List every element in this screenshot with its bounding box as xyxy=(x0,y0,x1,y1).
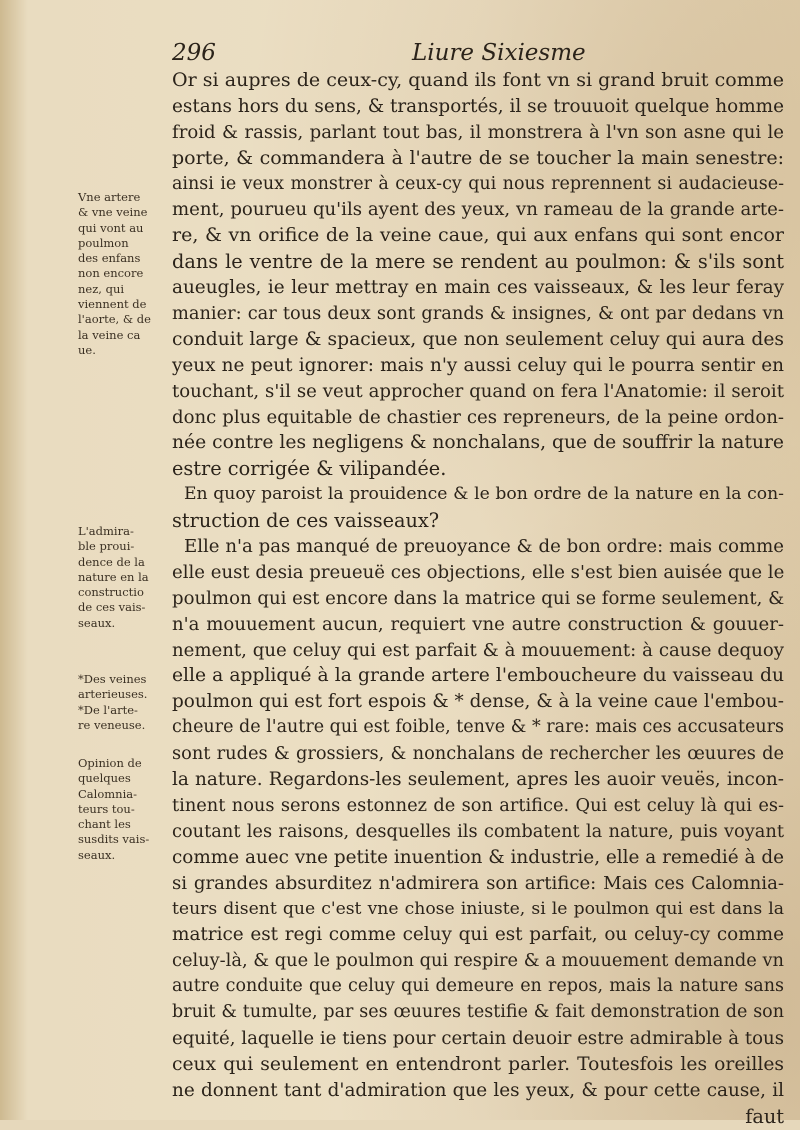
text-line: tinent nous serons estonnez de son artifice. Qui est celuy là qui es- xyxy=(172,794,784,816)
text-line: estre corrigée & vilipandée. xyxy=(172,457,447,481)
text-line: celuy-là, & que le poulmon qui respire & a mouuement demande vn xyxy=(172,950,784,972)
text-line: ne donnent tant d'admiration que les yeux, & pour cette cause, il xyxy=(172,1079,784,1101)
text-line: sont rudes & grossiers, & nonchalans de rechercher les œuures de xyxy=(172,743,784,765)
text-line: nement, que celuy qui est parfait & à mouuement: à cause dequoy xyxy=(172,639,784,661)
margin-note-line: viennent de xyxy=(78,297,147,312)
margin-note-line: quelques xyxy=(78,771,131,786)
margin-note-line: re veneuse. xyxy=(78,717,146,732)
text-line: froid & rassis, parlant tout bas, il monstrera à l'vn son asne qui le xyxy=(172,121,784,143)
margin-note-artere-veine xyxy=(78,190,166,358)
text-line: re, & vn orifice de la veine caue, qui aux enfans qui sont encor xyxy=(172,224,784,247)
margin-note-line: susdits vais- xyxy=(78,832,150,847)
text-line: poulmon qui est encore dans la matrice qui se forme seulement, & xyxy=(172,587,785,609)
margin-note-line: & vne veine xyxy=(78,205,148,220)
main-text-block xyxy=(172,68,784,1130)
margin-note-line: *Des veines xyxy=(78,672,147,686)
margin-note-line: Calomnia- xyxy=(78,786,137,801)
margin-note-line: de ces vais- xyxy=(78,600,146,615)
margin-note-line: chant les xyxy=(78,817,131,832)
running-head: Liure Sixiesme xyxy=(412,40,586,66)
text-line: ment, pourueu qu'ils ayent des yeux, vn rameau de la grande arte- xyxy=(172,199,784,221)
margin-note-line: dence de la xyxy=(78,554,145,569)
margin-note-line: l'aorte, & de xyxy=(78,312,151,327)
margin-note-line: Opinion de xyxy=(78,756,142,770)
text-line: si grandes absurditez n'admirera son artifice: Mais ces Calomnia- xyxy=(172,872,784,894)
margin-note-line: poulmon xyxy=(78,235,129,250)
text-line: autre conduite que celuy qui demeure en repos, mais la nature sans xyxy=(172,976,784,997)
margin-note-line: qui vont au xyxy=(78,220,144,235)
page-header xyxy=(172,40,772,70)
margin-note-line: seaux. xyxy=(78,847,116,862)
margin-note-line: teurs tou- xyxy=(78,801,135,816)
margin-note-prouidence xyxy=(78,524,166,631)
margin-note-line: la veine ca xyxy=(78,327,141,342)
text-line: struction de ces vaisseaux? xyxy=(172,509,440,533)
text-line: porte, & commandera à l'autre de se toucher la main senestre: xyxy=(172,146,784,169)
margin-note-line: seaux. xyxy=(78,615,116,630)
text-line: cheure de l'autre qui est foible, tenve & * rare: mais ces accusateurs xyxy=(172,717,784,738)
text-line: donc plus equitable de chastier ces repreneurs, de la peine ordon- xyxy=(172,406,784,428)
margin-note-line: L'admira- xyxy=(78,524,134,538)
margin-note-line: Vne artere xyxy=(78,190,141,204)
text-line: aueugles, ie leur mettray en main ces vaisseaux, & les leur feray xyxy=(172,277,784,299)
text-line: la nature. Regardons-les seulement, apres les auoir veuës, incon- xyxy=(172,769,784,791)
text-line: estans hors du sens, & transportés, il se trouuoit quelque homme xyxy=(172,95,784,117)
text-line: equité, laquelle ie tiens pour certain deuoir estre admirable à tous xyxy=(172,1027,784,1049)
text-line: yeux ne peut ignorer: mais n'y aussi celuy qui le pourra sentir en xyxy=(172,354,784,376)
margin-note-line: non encore xyxy=(78,266,144,281)
text-line: ceux qui seulement en entendront parler. Toutesfois les oreilles xyxy=(172,1053,784,1075)
text-line: comme auec vne petite inuention & industrie, elle a remedié à de xyxy=(172,846,784,868)
text-line: elle eust desia preueuë ces objections, elle s'est bien auisée que le xyxy=(172,561,785,583)
text-line: touchant, s'il se veut approcher quand on fera l'Anatomie: il seroit xyxy=(172,380,784,402)
text-line: bruit & tumulte, par ses œuures testifie & fait demonstration de son xyxy=(172,1002,784,1023)
text-line: manier: car tous deux sont grands & insignes, & ont par dedans vn xyxy=(172,303,784,325)
margin-note-line: arterieuses. xyxy=(78,687,148,702)
text-line: Elle n'a pas manqué de preuoyance & de bon ordre: mais comme xyxy=(184,536,784,558)
text-line: En quoy paroist la prouidence & le bon ordre de la nature en la con- xyxy=(184,484,784,505)
text-line: coutant les raisons, desquelles ils combatent la nature, puis voyant xyxy=(172,820,784,842)
text-line: conduit large & spacieux, que non seulement celuy qui aura des xyxy=(172,328,784,350)
margin-note-line: des enfans xyxy=(78,251,141,266)
text-line: poulmon qui est fort espois & * dense, & à la veine caue l'embou- xyxy=(172,691,784,713)
text-line: matrice est regi comme celuy qui est parfait, ou celuy-cy comme xyxy=(172,924,784,946)
text-line: Or si aupres de ceux-cy, quand ils font vn si grand bruit comme xyxy=(172,69,784,91)
margin-note-line: nez, qui xyxy=(78,281,125,296)
margin-note-line: ue. xyxy=(78,342,96,357)
margin-note-line: *De l'arte- xyxy=(78,702,138,717)
margin-note-line: ble proui- xyxy=(78,539,135,554)
margin-note-veines-arterieuses xyxy=(78,672,166,733)
margin-note-line: constructio xyxy=(78,585,144,600)
page-number: 296 xyxy=(172,40,216,66)
text-line: née contre les negligens & nonchalans, que de souffrir la nature xyxy=(172,432,784,454)
text-line: ainsi ie veux monstrer à ceux-cy qui nous reprennent si audacieuse- xyxy=(172,173,784,194)
text-line: teurs disent que c'est vne chose iniuste, si le poulmon qui est dans la xyxy=(172,898,784,919)
text-line: dans le ventre de la mere se rendent au poulmon: & s'ils sont xyxy=(172,250,784,274)
margin-note-line: nature en la xyxy=(78,569,149,584)
text-line: faut xyxy=(745,1104,784,1128)
text-line: n'a mouuement aucun, requiert vne autre construction & gouuer- xyxy=(172,613,784,635)
margin-note-calomniateurs xyxy=(78,756,166,863)
text-line: elle a appliqué à la grande artere l'emboucheure du vaisseau du xyxy=(172,665,784,687)
